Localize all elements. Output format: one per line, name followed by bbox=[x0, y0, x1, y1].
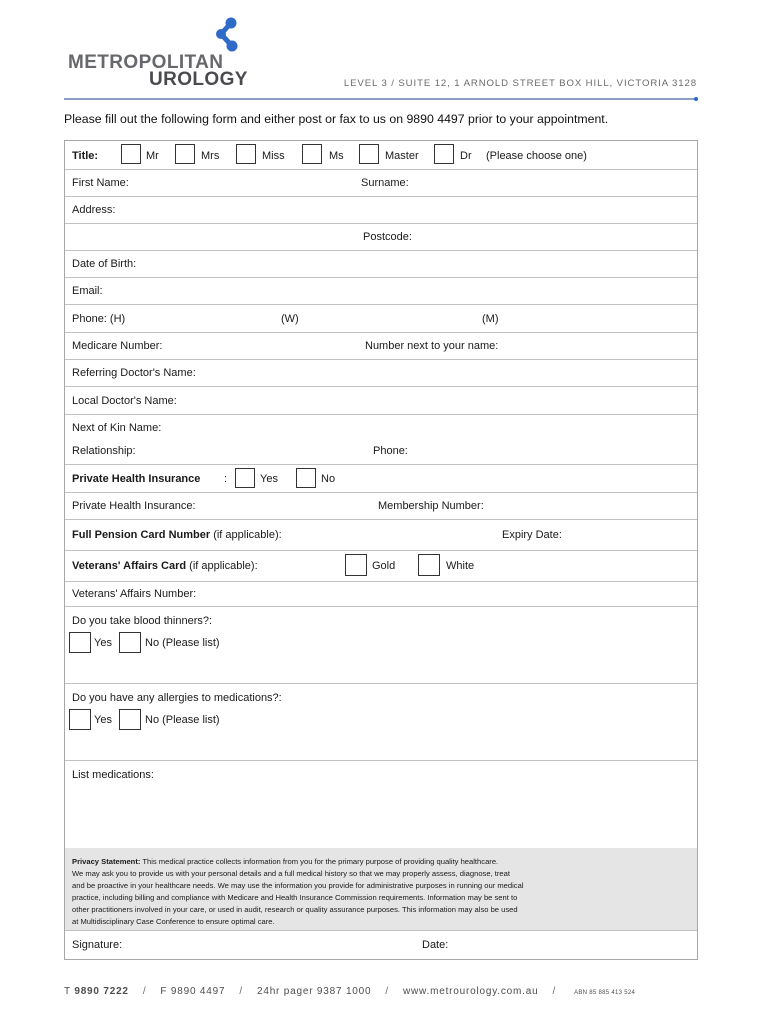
logo-line-2: UROLOGY bbox=[149, 69, 248, 90]
veterans-number-row[interactable] bbox=[65, 581, 697, 607]
blood-thinners-no-label: No (Please list) bbox=[145, 637, 220, 649]
postcode-row[interactable] bbox=[65, 223, 697, 251]
phi-label: Private Health Insurance: bbox=[72, 500, 196, 512]
phi-no-checkbox[interactable] bbox=[296, 468, 316, 488]
allergies-label: Do you have any allergies to medications?: bbox=[72, 692, 282, 704]
blood-thinners-row[interactable] bbox=[65, 606, 697, 684]
footer-pager: 24hr pager 9387 1000 bbox=[256, 986, 372, 997]
pension-row[interactable] bbox=[65, 519, 697, 551]
veterans-white-label: White bbox=[446, 560, 475, 572]
header-divider bbox=[64, 98, 698, 100]
veterans-gold-label: Gold bbox=[372, 560, 396, 572]
number-next-label: Number next to your name: bbox=[365, 340, 499, 352]
logo bbox=[68, 16, 248, 90]
phi-yes-label: Yes bbox=[260, 473, 278, 485]
phi-no-label: No bbox=[321, 473, 336, 485]
medications-label: List medications: bbox=[72, 769, 154, 781]
email-label: Email: bbox=[72, 285, 103, 297]
privacy-label: Privacy Statement: bbox=[72, 857, 141, 866]
phone-work-label: (W) bbox=[281, 313, 299, 325]
title-mr-label: Mr bbox=[146, 150, 159, 162]
referring-doctor-label: Referring Doctor's Name: bbox=[72, 367, 196, 379]
patient-form bbox=[64, 140, 698, 960]
veterans-gold-checkbox[interactable] bbox=[345, 554, 367, 576]
phi-row[interactable] bbox=[65, 492, 697, 520]
phi-question-colon: : bbox=[224, 473, 228, 485]
medicare-row[interactable] bbox=[65, 332, 697, 360]
blood-thinners-no-checkbox[interactable] bbox=[119, 632, 141, 653]
dob-row[interactable] bbox=[65, 250, 697, 278]
privacy-line-5: other practitioners involved in your care, or used in audit, research or quality assurance purposes. This information may also be used bbox=[72, 905, 518, 914]
footer-sep-2: / bbox=[239, 986, 243, 997]
intro-text: Please fill out the following form and either post or fax to us on 9890 4497 prior to your appointment. bbox=[64, 112, 609, 126]
title-miss-checkbox[interactable] bbox=[236, 144, 256, 164]
date-label: Date: bbox=[422, 939, 449, 951]
name-row[interactable] bbox=[65, 169, 697, 197]
footer-sep-1: / bbox=[142, 986, 147, 997]
postcode-label: Postcode: bbox=[363, 231, 412, 243]
email-row[interactable] bbox=[65, 277, 697, 305]
privacy-statement bbox=[65, 848, 697, 931]
phone-row[interactable] bbox=[65, 304, 697, 333]
logo-mark-icon bbox=[210, 16, 244, 54]
privacy-line-3: and be proactive in your healthcare needs. We may use the information you provide for administrative purposes in running our medical bbox=[72, 881, 524, 890]
privacy-line-4: practice, including billing and compliance with Medicare and Health Insurance Commission requirements. Information may be sent to bbox=[72, 893, 518, 902]
surname-label: Surname: bbox=[361, 177, 409, 189]
privacy-line-2: We may ask you to provide us with your personal details and a full medical history so that we may properly assess, diagnose, treat bbox=[72, 869, 510, 878]
phi-question-label: Private Health Insurance bbox=[72, 473, 201, 485]
allergies-yes-checkbox[interactable] bbox=[69, 709, 91, 730]
title-miss-label: Miss bbox=[262, 150, 285, 162]
referring-doctor-row[interactable] bbox=[65, 359, 697, 387]
title-mrs-checkbox[interactable] bbox=[175, 144, 195, 164]
allergies-no-checkbox[interactable] bbox=[119, 709, 141, 730]
title-label: Title: bbox=[72, 150, 99, 162]
footer-sep-3: / bbox=[385, 986, 389, 997]
kin-phone-label: Phone: bbox=[373, 445, 408, 457]
signature-row[interactable] bbox=[65, 931, 697, 958]
expiry-label: Expiry Date: bbox=[502, 529, 562, 541]
logo-line-1: METROPOLITAN bbox=[68, 52, 224, 73]
veterans-white-checkbox[interactable] bbox=[418, 554, 440, 576]
title-master-label: Master bbox=[385, 150, 419, 162]
medicare-label: Medicare Number: bbox=[72, 340, 163, 352]
blood-thinners-label: Do you take blood thinners?: bbox=[72, 615, 213, 627]
next-of-kin-label: Next of Kin Name: bbox=[72, 422, 162, 434]
dob-label: Date of Birth: bbox=[72, 258, 137, 270]
veterans-card-label bbox=[72, 560, 258, 573]
allergies-row[interactable] bbox=[65, 683, 697, 761]
divider-dot bbox=[694, 97, 698, 101]
pension-label bbox=[72, 529, 282, 542]
blood-thinners-yes-label: Yes bbox=[94, 637, 112, 649]
privacy-text-1: This medical practice collects information from you for the primary purpose of providing quality healthcare. bbox=[140, 857, 499, 866]
title-master-checkbox[interactable] bbox=[359, 144, 379, 164]
medications-row[interactable] bbox=[65, 760, 697, 848]
allergies-yes-label: Yes bbox=[94, 714, 112, 726]
address-row[interactable] bbox=[65, 196, 697, 224]
pension-label-rest: (if applicable): bbox=[210, 529, 282, 541]
phi-yes-checkbox[interactable] bbox=[235, 468, 255, 488]
first-name-label: First Name: bbox=[72, 177, 129, 189]
allergies-no-label: No (Please list) bbox=[145, 714, 220, 726]
title-hint: (Please choose one) bbox=[486, 150, 587, 162]
privacy-line-1 bbox=[72, 857, 498, 867]
next-of-kin-row[interactable] bbox=[65, 414, 697, 465]
title-mrs-label: Mrs bbox=[201, 150, 220, 162]
address-label: Address: bbox=[72, 204, 116, 216]
title-ms-checkbox[interactable] bbox=[302, 144, 322, 164]
clinic-address: LEVEL 3 / SUITE 12, 1 ARNOLD STREET BOX HILL, VICTORIA 3128 bbox=[343, 78, 697, 89]
footer-t-prefix: T bbox=[64, 986, 71, 997]
title-dr-label: Dr bbox=[460, 150, 472, 162]
phone-home-label: Phone: (H) bbox=[72, 313, 126, 325]
local-doctor-row[interactable] bbox=[65, 386, 697, 415]
veterans-number-label: Veterans' Affairs Number: bbox=[72, 588, 197, 600]
phone-mobile-label: (M) bbox=[482, 313, 499, 325]
title-ms-label: Ms bbox=[329, 150, 344, 162]
title-row bbox=[65, 141, 697, 170]
title-mr-checkbox[interactable] bbox=[121, 144, 141, 164]
relationship-label: Relationship: bbox=[72, 445, 136, 457]
footer-sep-4: / bbox=[552, 986, 557, 997]
signature-label: Signature: bbox=[72, 939, 123, 951]
footer bbox=[64, 986, 635, 997]
membership-label: Membership Number: bbox=[378, 500, 484, 512]
privacy-line-6: at Multidisciplinary Case Conference to ensure optimal care. bbox=[72, 917, 275, 926]
blood-thinners-yes-checkbox[interactable] bbox=[69, 632, 91, 653]
veterans-card-label-bold: Veterans' Affairs Card bbox=[72, 560, 187, 572]
footer-phone: 9890 7222 bbox=[74, 986, 129, 997]
local-doctor-label: Local Doctor's Name: bbox=[72, 395, 177, 407]
footer-abn: ABN 85 885 413 524 bbox=[574, 990, 636, 996]
veterans-card-row bbox=[65, 550, 697, 582]
phi-question-row bbox=[65, 464, 697, 493]
veterans-card-label-rest: (if applicable): bbox=[186, 560, 258, 572]
pension-label-bold: Full Pension Card Number bbox=[72, 529, 211, 541]
footer-fax: F 9890 4497 bbox=[160, 986, 226, 997]
title-dr-checkbox[interactable] bbox=[434, 144, 454, 164]
footer-website[interactable]: www.metrourology.com.au bbox=[402, 986, 539, 997]
